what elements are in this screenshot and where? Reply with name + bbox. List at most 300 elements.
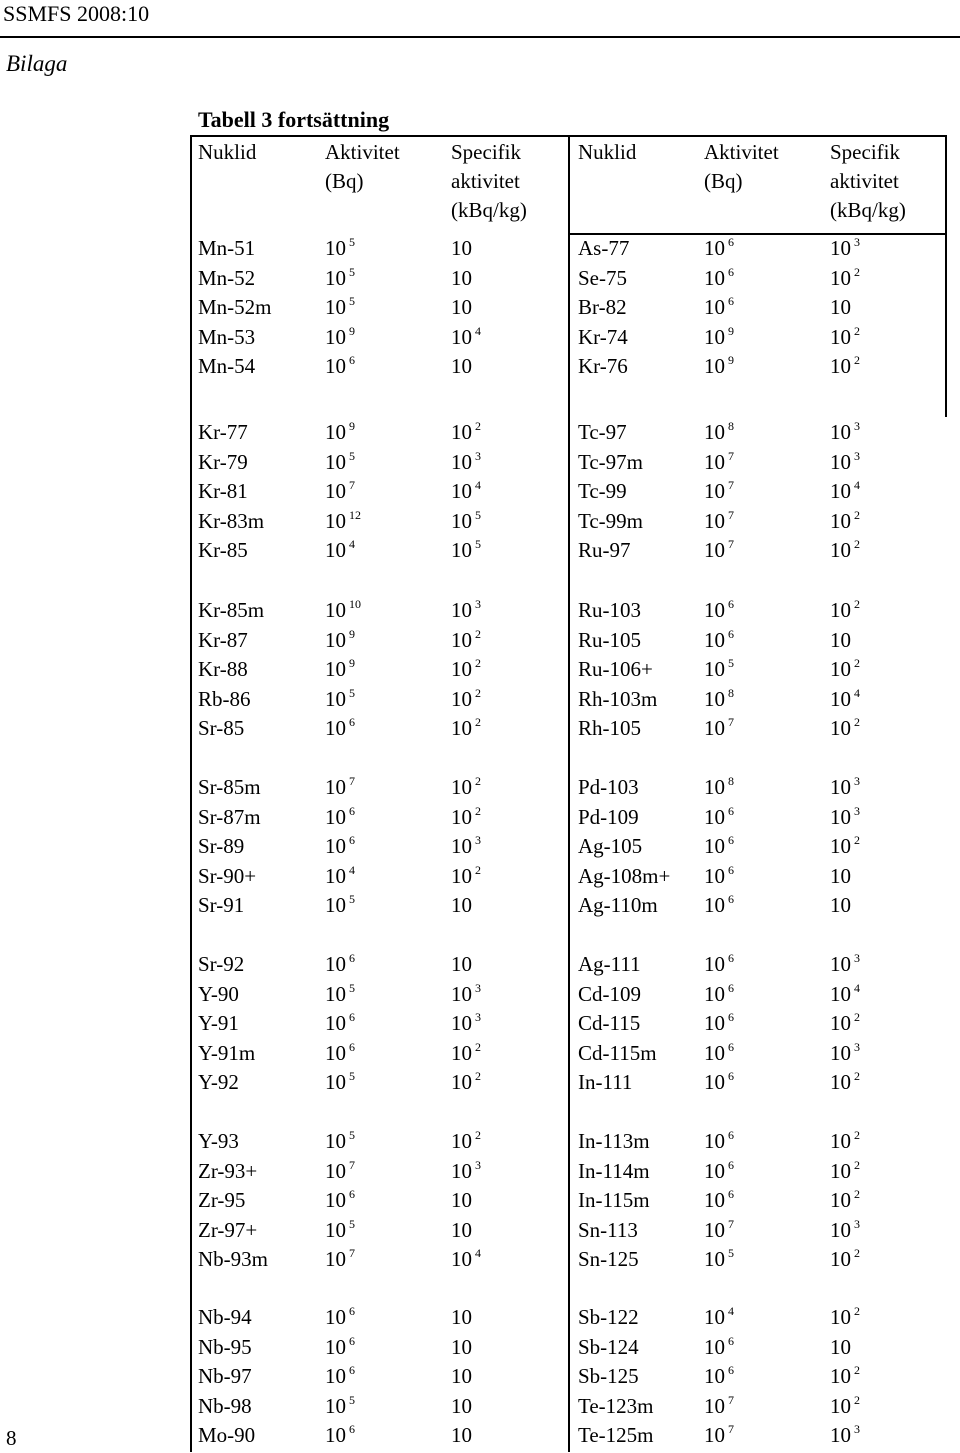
specific-exponent: 2 (475, 685, 481, 700)
nuclide-cell: Mn-51 (198, 236, 256, 260)
specific-base: 10 (451, 1158, 472, 1183)
specific-base: 10 (451, 834, 472, 858)
specific-activity-cell (830, 891, 851, 920)
specific-base: 10 (451, 324, 472, 349)
activity-cell (325, 264, 355, 296)
specific-base: 10 (830, 1364, 851, 1388)
specific-exponent: 2 (475, 419, 481, 433)
specific-exponent: 3 (854, 1039, 860, 1054)
specific-exponent: 2 (854, 597, 860, 611)
activity-exponent: 5 (349, 685, 355, 700)
activity-cell (704, 1127, 734, 1159)
activity-cell (704, 293, 734, 325)
column-header-left-2: (kBq/kg) (451, 198, 527, 222)
activity-exponent: 6 (349, 1363, 355, 1377)
nuclide-cell: In-115m (578, 1188, 650, 1212)
activity-cell (704, 832, 734, 864)
activity-base: 10 (704, 1011, 725, 1035)
activity-cell (704, 507, 734, 539)
specific-activity-cell (830, 714, 860, 746)
activity-exponent: 7 (728, 1216, 734, 1231)
specific-base: 10 (830, 1305, 851, 1329)
specific-base: 10 (451, 598, 472, 622)
activity-base: 10 (704, 1158, 725, 1183)
column-header-left-1: Aktivitet (325, 140, 400, 164)
column-header-left-2: aktivitet (451, 169, 520, 193)
nuclide-cell: Sb-122 (578, 1305, 639, 1329)
specific-activity-cell (451, 1127, 481, 1159)
running-header (0, 0, 960, 38)
specific-activity-cell (830, 1245, 860, 1277)
specific-activity-cell (830, 596, 860, 628)
activity-base: 10 (325, 952, 346, 976)
specific-base: 10 (451, 1423, 472, 1447)
nuclide-cell: Sr-85 (198, 716, 245, 740)
specific-exponent: 2 (854, 1157, 860, 1172)
specific-exponent: 4 (475, 478, 481, 492)
activity-exponent: 6 (728, 803, 734, 818)
activity-cell (325, 1333, 355, 1365)
activity-base: 10 (704, 538, 725, 562)
activity-cell (325, 1421, 355, 1453)
specific-exponent: 3 (475, 1157, 481, 1172)
activity-cell (704, 1421, 734, 1453)
specific-activity-cell (451, 1392, 472, 1421)
specific-activity-cell (451, 1421, 472, 1450)
specific-exponent: 2 (475, 862, 481, 877)
nuclide-cell: Ag-111 (578, 952, 641, 976)
activity-cell (325, 507, 361, 539)
activity-exponent: 6 (728, 626, 734, 641)
nuclide-cell: Zr-95 (198, 1188, 246, 1212)
nuclide-cell: Tc-99 (578, 479, 627, 503)
specific-activity-cell (830, 685, 860, 717)
nuclide-cell: Rh-105 (578, 716, 641, 740)
specific-exponent: 2 (854, 1363, 860, 1377)
activity-cell (704, 980, 734, 1012)
specific-base: 10 (830, 657, 851, 681)
nuclide-cell: Nb-94 (198, 1305, 252, 1329)
activity-exponent: 6 (728, 980, 734, 995)
nuclide-cell: Sr-89 (198, 834, 245, 858)
specific-exponent: 2 (854, 1128, 860, 1142)
activity-cell (704, 803, 734, 835)
activity-exponent: 6 (349, 715, 355, 729)
activity-exponent: 6 (728, 892, 734, 906)
activity-base: 10 (704, 1393, 725, 1418)
activity-exponent: 5 (349, 1216, 355, 1231)
activity-cell (704, 234, 734, 266)
specific-activity-cell (830, 234, 860, 266)
activity-cell (325, 950, 355, 982)
specific-exponent: 4 (854, 478, 860, 492)
specific-base: 10 (830, 236, 851, 260)
activity-base: 10 (325, 354, 346, 378)
nuclide-cell: Cd-115m (578, 1040, 657, 1065)
specific-base: 10 (451, 1011, 472, 1035)
activity-cell (325, 1157, 355, 1189)
activity-cell (704, 1392, 734, 1424)
activity-cell (704, 596, 734, 628)
specific-activity-cell (451, 891, 472, 920)
activity-base: 10 (325, 538, 346, 562)
specific-exponent: 3 (854, 448, 860, 463)
specific-exponent: 3 (854, 951, 860, 965)
activity-exponent: 7 (349, 1246, 355, 1260)
activity-base: 10 (325, 804, 346, 829)
specific-activity-cell (830, 803, 860, 835)
activity-base: 10 (704, 1217, 725, 1242)
activity-cell (704, 655, 734, 687)
activity-cell (325, 596, 361, 628)
activity-base: 10 (704, 863, 725, 888)
specific-base: 10 (451, 1129, 472, 1153)
activity-exponent: 5 (349, 294, 355, 308)
activity-cell (325, 448, 355, 480)
specific-base: 10 (830, 1423, 851, 1447)
specific-base: 10 (830, 598, 851, 622)
specific-base: 10 (451, 1393, 472, 1418)
specific-base: 10 (830, 686, 851, 711)
nuclide-cell: Tc-97 (578, 420, 627, 444)
appendix-label: Bilaga (6, 51, 68, 76)
specific-exponent: 3 (854, 235, 860, 249)
specific-base: 10 (830, 508, 851, 533)
specific-activity-cell (830, 1127, 860, 1159)
specific-exponent: 2 (854, 656, 860, 670)
activity-cell (704, 448, 734, 480)
nuclide-cell: Ru-106+ (578, 657, 653, 681)
activity-exponent: 6 (349, 1333, 355, 1348)
specific-activity-cell (830, 1009, 860, 1041)
specific-activity-cell (830, 477, 860, 509)
activity-cell (704, 1186, 734, 1218)
activity-base: 10 (704, 834, 725, 858)
activity-cell (704, 418, 734, 450)
specific-base: 10 (830, 893, 851, 917)
column-header-left-1: (Bq) (325, 169, 364, 193)
specific-exponent: 3 (475, 597, 481, 611)
specific-exponent: 2 (854, 323, 860, 338)
activity-base: 10 (704, 657, 725, 681)
activity-cell (325, 862, 355, 894)
activity-exponent: 7 (728, 537, 734, 551)
activity-cell (704, 1039, 734, 1071)
specific-base: 10 (830, 1070, 851, 1094)
nuclide-cell: Ru-97 (578, 538, 631, 562)
nuclide-cell: Mo-90 (198, 1423, 256, 1447)
specific-base: 10 (451, 1334, 472, 1359)
nuclide-cell: Sr-91 (198, 893, 245, 917)
activity-base: 10 (704, 295, 725, 319)
activity-exponent: 5 (349, 892, 355, 906)
activity-cell (704, 352, 734, 384)
activity-cell (704, 264, 734, 296)
specific-activity-cell (451, 714, 481, 746)
activity-cell (325, 352, 355, 384)
specific-activity-cell (830, 264, 860, 296)
specific-activity-cell (830, 655, 860, 687)
specific-base: 10 (830, 863, 851, 888)
nuclide-cell: Y-90 (198, 981, 239, 1006)
specific-base: 10 (830, 479, 851, 503)
specific-base: 10 (451, 236, 472, 260)
activity-cell (325, 418, 355, 450)
activity-exponent: 5 (728, 1246, 734, 1260)
specific-activity-cell (451, 264, 472, 293)
document-id: SSMFS 2008:10 (3, 1, 150, 26)
specific-activity-cell (830, 418, 860, 450)
activity-base: 10 (325, 324, 346, 349)
specific-activity-cell (451, 234, 472, 263)
specific-activity-cell (451, 832, 481, 864)
activity-exponent: 9 (349, 626, 355, 641)
activity-exponent: 7 (728, 1392, 734, 1407)
specific-exponent: 3 (854, 419, 860, 433)
activity-base: 10 (704, 1188, 725, 1212)
activity-base: 10 (325, 1247, 346, 1271)
specific-activity-cell (830, 1303, 860, 1335)
activity-base: 10 (325, 863, 346, 888)
activity-base: 10 (704, 981, 725, 1006)
specific-exponent: 3 (475, 448, 481, 463)
specific-exponent: 2 (475, 803, 481, 818)
activity-cell (325, 234, 355, 266)
nuclide-cell: Se-75 (578, 265, 627, 290)
specific-activity-cell (451, 1009, 481, 1041)
specific-base: 10 (830, 265, 851, 290)
activity-cell (704, 773, 734, 805)
activity-base: 10 (325, 716, 346, 740)
nuclide-cell: Br-82 (578, 295, 627, 319)
specific-exponent: 4 (475, 323, 481, 338)
activity-base: 10 (325, 598, 346, 622)
activity-base: 10 (325, 834, 346, 858)
activity-exponent: 7 (728, 715, 734, 729)
specific-exponent: 3 (854, 774, 860, 788)
activity-exponent: 9 (728, 353, 734, 367)
specific-exponent: 2 (854, 1010, 860, 1024)
activity-base: 10 (325, 1334, 346, 1359)
specific-exponent: 4 (475, 1246, 481, 1260)
activity-base: 10 (704, 265, 725, 290)
specific-base: 10 (451, 1070, 472, 1094)
nuclide-cell: Kr-74 (578, 324, 628, 349)
activity-cell (704, 536, 734, 568)
specific-base: 10 (830, 295, 851, 319)
activity-base: 10 (704, 479, 725, 503)
activity-base: 10 (325, 1129, 346, 1153)
specific-base: 10 (451, 479, 472, 503)
specific-activity-cell (830, 832, 860, 864)
activity-base: 10 (704, 1364, 725, 1388)
activity-exponent: 4 (349, 537, 355, 551)
nuclide-cell: Kr-88 (198, 657, 248, 681)
nuclide-cell: Rb-86 (198, 686, 251, 711)
activity-exponent: 6 (728, 1039, 734, 1054)
activity-base: 10 (325, 627, 346, 652)
specific-activity-cell (830, 980, 860, 1012)
activity-exponent: 6 (349, 833, 355, 847)
activity-cell (325, 1245, 355, 1277)
specific-activity-cell (830, 950, 860, 982)
activity-exponent: 7 (728, 1422, 734, 1436)
nuclide-cell: Zr-97+ (198, 1217, 258, 1242)
column-header-right-1: (Bq) (704, 169, 743, 193)
table-middle-border (568, 135, 570, 1452)
specific-base: 10 (830, 1217, 851, 1242)
nuclide-cell: Sr-87m (198, 804, 261, 829)
activity-base: 10 (325, 1393, 346, 1418)
nuclide-cell: Kr-79 (198, 449, 248, 474)
nuclide-cell: Nb-98 (198, 1393, 252, 1418)
activity-base: 10 (704, 627, 725, 652)
activity-base: 10 (704, 1423, 725, 1447)
activity-cell (325, 1186, 355, 1218)
activity-cell (704, 891, 734, 923)
specific-exponent: 2 (854, 507, 860, 522)
activity-base: 10 (325, 1217, 346, 1242)
activity-exponent: 6 (349, 1039, 355, 1054)
specific-exponent: 2 (475, 656, 481, 670)
specific-activity-cell (830, 448, 860, 480)
activity-cell (325, 626, 355, 658)
activity-base: 10 (325, 295, 346, 319)
activity-cell (325, 1039, 355, 1071)
specific-base: 10 (830, 981, 851, 1006)
specific-exponent: 2 (854, 264, 860, 279)
specific-exponent: 3 (475, 833, 481, 847)
specific-activity-cell (830, 507, 860, 539)
activity-cell (704, 862, 734, 894)
specific-activity-cell (830, 536, 860, 568)
specific-activity-cell (451, 507, 481, 539)
activity-exponent: 6 (349, 1422, 355, 1436)
specific-activity-cell (451, 1216, 472, 1245)
specific-base: 10 (830, 420, 851, 444)
specific-base: 10 (451, 1217, 472, 1242)
column-header-right-2: Specifik (830, 140, 900, 164)
specific-exponent: 2 (854, 833, 860, 847)
activity-base: 10 (704, 893, 725, 917)
activity-cell (325, 980, 355, 1012)
specific-base: 10 (830, 324, 851, 349)
column-header-left-0: Nuklid (198, 140, 257, 164)
activity-exponent: 5 (349, 1392, 355, 1407)
activity-exponent: 6 (349, 951, 355, 965)
specific-exponent: 2 (475, 1069, 481, 1083)
specific-activity-cell (830, 626, 851, 655)
activity-base: 10 (325, 420, 346, 444)
activity-exponent: 5 (349, 235, 355, 249)
table-right-border (945, 135, 947, 417)
specific-base: 10 (830, 1129, 851, 1153)
specific-exponent: 2 (854, 1187, 860, 1201)
activity-base: 10 (704, 420, 725, 444)
activity-exponent: 6 (728, 1333, 734, 1348)
nuclide-cell: Mn-54 (198, 354, 256, 378)
activity-base: 10 (704, 952, 725, 976)
activity-exponent: 5 (349, 264, 355, 279)
activity-cell (325, 714, 355, 746)
specific-base: 10 (830, 1247, 851, 1271)
activity-exponent: 6 (728, 1187, 734, 1201)
activity-base: 10 (325, 1188, 346, 1212)
specific-activity-cell (830, 323, 860, 355)
specific-base: 10 (451, 1364, 472, 1388)
specific-activity-cell (451, 1157, 481, 1189)
activity-cell (704, 685, 734, 717)
activity-exponent: 9 (349, 323, 355, 338)
activity-exponent: 6 (728, 597, 734, 611)
activity-cell (704, 1009, 734, 1041)
activity-base: 10 (325, 775, 346, 799)
specific-activity-cell (451, 1362, 472, 1391)
activity-base: 10 (704, 775, 725, 799)
activity-exponent: 9 (728, 323, 734, 338)
specific-activity-cell (451, 655, 481, 687)
activity-cell (325, 1303, 355, 1335)
activity-base: 10 (704, 1070, 725, 1094)
nuclide-cell: Mn-52m (198, 295, 272, 319)
specific-activity-cell (451, 1303, 472, 1332)
activity-exponent: 7 (728, 507, 734, 522)
nuclide-cell: Sb-124 (578, 1334, 639, 1359)
nuclide-cell: Kr-81 (198, 479, 248, 503)
specific-activity-cell (451, 980, 481, 1012)
activity-exponent: 4 (349, 862, 355, 877)
specific-base: 10 (830, 449, 851, 474)
nuclide-cell: Kr-85 (198, 538, 248, 562)
nuclide-cell: Te-125m (578, 1423, 654, 1447)
activity-cell (325, 773, 355, 805)
specific-base: 10 (451, 657, 472, 681)
activity-cell (325, 832, 355, 864)
activity-base: 10 (325, 657, 346, 681)
specific-activity-cell (830, 1392, 860, 1424)
specific-activity-cell (830, 1421, 860, 1453)
specific-base: 10 (830, 1040, 851, 1065)
activity-base: 10 (704, 236, 725, 260)
specific-activity-cell (830, 1362, 860, 1394)
nuclide-cell: Ag-110m (578, 893, 658, 917)
activity-base: 10 (325, 1364, 346, 1388)
activity-base: 10 (704, 1334, 725, 1359)
specific-activity-cell (451, 862, 481, 894)
specific-base: 10 (830, 1334, 851, 1359)
specific-base: 10 (451, 893, 472, 917)
nuclide-cell: Kr-83m (198, 508, 265, 533)
specific-exponent: 3 (854, 803, 860, 818)
specific-exponent: 2 (854, 353, 860, 367)
nuclide-cell: Sb-125 (578, 1364, 639, 1388)
activity-cell (704, 1216, 734, 1248)
activity-exponent: 8 (728, 774, 734, 788)
specific-activity-cell (830, 1068, 860, 1100)
specific-base: 10 (451, 1247, 472, 1271)
nuclide-cell: Kr-76 (578, 354, 628, 378)
activity-cell (704, 714, 734, 746)
specific-base: 10 (830, 716, 851, 740)
activity-cell (704, 1303, 734, 1335)
specific-activity-cell (451, 1333, 472, 1362)
specific-activity-cell (451, 950, 472, 979)
specific-base: 10 (451, 295, 472, 319)
activity-exponent: 6 (349, 353, 355, 367)
specific-exponent: 3 (854, 1422, 860, 1436)
activity-cell (325, 1362, 355, 1394)
specific-base: 10 (830, 952, 851, 976)
